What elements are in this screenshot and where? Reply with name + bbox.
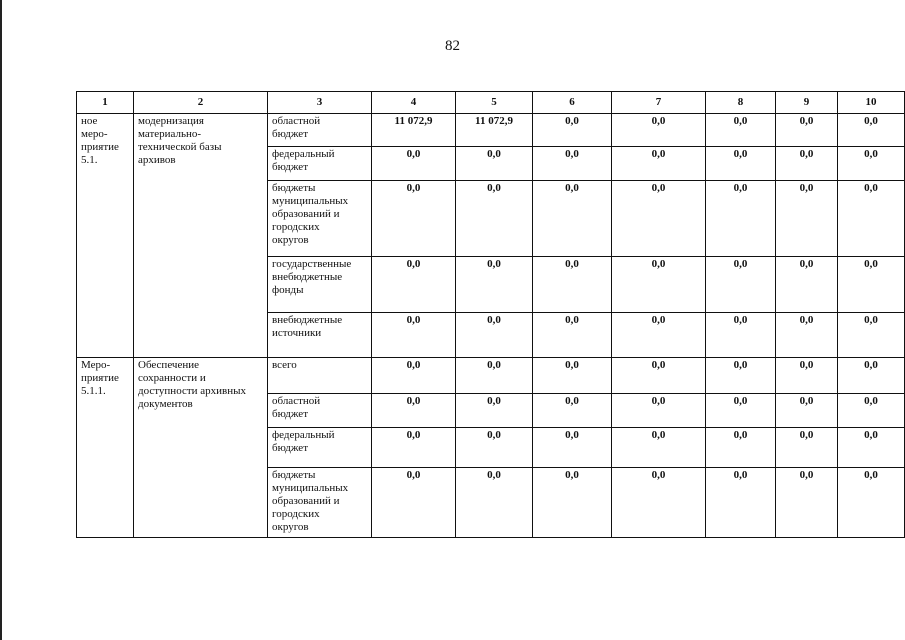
column-header: 9 bbox=[776, 92, 838, 114]
amount-cell: 0,0 bbox=[776, 394, 838, 428]
amount-cell: 0,0 bbox=[706, 147, 776, 181]
amount-cell: 0,0 bbox=[372, 468, 456, 538]
column-header: 1 bbox=[77, 92, 134, 114]
amount-cell: 0,0 bbox=[456, 181, 533, 257]
amount-cell: 0,0 bbox=[612, 313, 706, 358]
column-header: 7 bbox=[612, 92, 706, 114]
table-header-row bbox=[77, 92, 905, 114]
amount-cell: 0,0 bbox=[838, 114, 905, 147]
amount-cell: 0,0 bbox=[372, 394, 456, 428]
page-left-edge bbox=[0, 0, 2, 640]
amount-cell: 0,0 bbox=[612, 147, 706, 181]
amount-cell: 0,0 bbox=[533, 428, 612, 468]
column-header: 5 bbox=[456, 92, 533, 114]
amount-cell: 0,0 bbox=[838, 257, 905, 313]
amount-cell: 0,0 bbox=[776, 428, 838, 468]
amount-cell: 0,0 bbox=[456, 428, 533, 468]
table-row bbox=[77, 358, 905, 394]
amount-cell: 0,0 bbox=[612, 468, 706, 538]
amount-cell: 0,0 bbox=[372, 257, 456, 313]
amount-cell: 0,0 bbox=[776, 468, 838, 538]
amount-cell: 0,0 bbox=[706, 358, 776, 394]
amount-cell: 0,0 bbox=[456, 468, 533, 538]
amount-cell: 0,0 bbox=[706, 468, 776, 538]
funding-source-cell: федеральный бюджет bbox=[268, 147, 372, 181]
amount-cell: 0,0 bbox=[533, 114, 612, 147]
amount-cell: 0,0 bbox=[776, 114, 838, 147]
funding-source-cell: бюджеты муниципальных образований и городских округов bbox=[268, 468, 372, 538]
page-number: 82 bbox=[445, 38, 460, 54]
amount-cell: 0,0 bbox=[706, 181, 776, 257]
funding-source-cell: областной бюджет bbox=[268, 394, 372, 428]
amount-cell: 0,0 bbox=[776, 313, 838, 358]
amount-cell: 0,0 bbox=[706, 313, 776, 358]
funding-source-cell: государственные внебюджетные фонды bbox=[268, 257, 372, 313]
amount-cell: 0,0 bbox=[533, 181, 612, 257]
column-header: 2 bbox=[134, 92, 268, 114]
amount-cell: 0,0 bbox=[533, 257, 612, 313]
amount-cell: 0,0 bbox=[838, 147, 905, 181]
funding-source-cell: федеральный бюджет bbox=[268, 428, 372, 468]
column-header: 6 bbox=[533, 92, 612, 114]
amount-cell: 0,0 bbox=[838, 468, 905, 538]
amount-cell: 0,0 bbox=[533, 468, 612, 538]
amount-cell: 0,0 bbox=[612, 428, 706, 468]
column-header: 10 bbox=[838, 92, 905, 114]
amount-cell: 0,0 bbox=[776, 181, 838, 257]
amount-cell: 0,0 bbox=[838, 313, 905, 358]
amount-cell: 0,0 bbox=[776, 147, 838, 181]
amount-cell: 0,0 bbox=[612, 181, 706, 257]
amount-cell: 0,0 bbox=[533, 394, 612, 428]
amount-cell: 0,0 bbox=[612, 257, 706, 313]
amount-cell: 0,0 bbox=[612, 394, 706, 428]
amount-cell: 0,0 bbox=[456, 147, 533, 181]
amount-cell: 0,0 bbox=[838, 358, 905, 394]
amount-cell: 0,0 bbox=[372, 428, 456, 468]
amount-cell: 11 072,9 bbox=[372, 114, 456, 147]
amount-cell: 0,0 bbox=[372, 358, 456, 394]
amount-cell: 0,0 bbox=[372, 181, 456, 257]
amount-cell: 0,0 bbox=[612, 358, 706, 394]
column-header: 3 bbox=[268, 92, 372, 114]
amount-cell: 0,0 bbox=[533, 313, 612, 358]
amount-cell: 0,0 bbox=[706, 114, 776, 147]
amount-cell: 0,0 bbox=[838, 181, 905, 257]
amount-cell: 0,0 bbox=[372, 147, 456, 181]
amount-cell: 0,0 bbox=[706, 428, 776, 468]
amount-cell: 0,0 bbox=[456, 257, 533, 313]
measure-code-cell: ное меро- приятие 5.1. bbox=[77, 114, 134, 358]
amount-cell: 0,0 bbox=[456, 394, 533, 428]
amount-cell: 0,0 bbox=[612, 114, 706, 147]
amount-cell: 11 072,9 bbox=[456, 114, 533, 147]
measure-code-cell: Меро- приятие 5.1.1. bbox=[77, 358, 134, 538]
amount-cell: 0,0 bbox=[838, 394, 905, 428]
amount-cell: 0,0 bbox=[533, 358, 612, 394]
amount-cell: 0,0 bbox=[533, 147, 612, 181]
funding-source-cell: внебюджетные источники bbox=[268, 313, 372, 358]
table-row bbox=[77, 114, 905, 147]
measure-name-cell: Обеспечение сохранности и доступности архивных документов bbox=[134, 358, 268, 538]
amount-cell: 0,0 bbox=[456, 358, 533, 394]
amount-cell: 0,0 bbox=[456, 313, 533, 358]
measure-name-cell: модернизация материально- технической базы архивов bbox=[134, 114, 268, 358]
amount-cell: 0,0 bbox=[706, 394, 776, 428]
amount-cell: 0,0 bbox=[776, 257, 838, 313]
amount-cell: 0,0 bbox=[372, 313, 456, 358]
amount-cell: 0,0 bbox=[776, 358, 838, 394]
funding-source-cell: всего bbox=[268, 358, 372, 394]
budget-table bbox=[76, 91, 905, 538]
column-header: 4 bbox=[372, 92, 456, 114]
column-header: 8 bbox=[706, 92, 776, 114]
funding-source-cell: областной бюджет bbox=[268, 114, 372, 147]
amount-cell: 0,0 bbox=[838, 428, 905, 468]
funding-source-cell: бюджеты муниципальных образований и городских округов bbox=[268, 181, 372, 257]
amount-cell: 0,0 bbox=[706, 257, 776, 313]
